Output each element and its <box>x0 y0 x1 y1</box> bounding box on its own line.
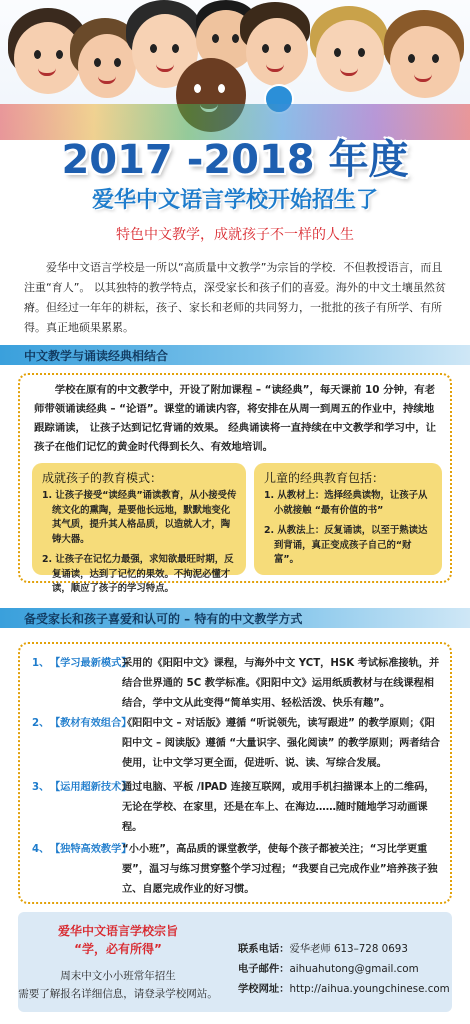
list-item: 1. 让孩子接受“读经典”诵读教育，从小接受传统文化的熏陶，是要他长远地，默默地变化其气质，提升其人格品质，以造就人才，陶铸大器。 <box>42 490 237 545</box>
website-note: 需要了解报名详细信息，请登录学校网站。 <box>18 988 218 1000</box>
page-title: 2017 -2018 年度 <box>61 137 409 183</box>
classics-paragraph: 学校在原有的中文教学中，开设了附加课程 – “读经典”，每天课前 10 分钟，有老师带领诵读经典 – “论语”。课堂的诵读内容，将安排在从周一到周五的作业中，持续地跟踪诵读， 让孩子达到记忆背诵的效果。 经典诵读将一直持续在中文教学和学习中，让孩子在他们记忆的黄金时代得到长久、有效地培训。 <box>34 384 437 453</box>
main-title: 爱华中文语言学校开始招生了 <box>91 188 378 213</box>
list-item: 1. 从教材上：选择经典读物，让孩子从小就接触 “最有价值的书” <box>264 490 428 516</box>
section-band-1 <box>0 345 470 365</box>
hero-illustration <box>0 0 470 140</box>
education-model-title: 成就孩子的教育模式： <box>42 471 163 485</box>
intro-paragraph: 爱华中文语言学校是一所以“高质量中文教学”为宗旨的学校．不但教授语言，而且注重“育人”。 以其独特的教学特点，深受家长和孩子们的喜爱。海外的中文土壤虽然贫瘠。但经过一年年的耕耘，孩子、家长和老师的共同努力，一批批的孩子有所学、有所得。真正地硕果累累。 <box>24 261 446 334</box>
school-motto: “学，必有所得” <box>74 942 162 956</box>
classics-content-title: 儿童的经典教育包括： <box>264 471 385 485</box>
section-heading-2: 备受家长和孩子喜爱和认可的 – 特有的中文教学方式 <box>24 612 303 626</box>
footer-box <box>18 912 452 1012</box>
kid-face <box>246 18 308 86</box>
contact-phone: 联系电话：爱华老师 613–728 0693 <box>238 943 408 955</box>
classics-content-box <box>254 463 442 575</box>
kid-face <box>316 20 384 92</box>
list-item: 2. 让孩子在记忆力最强，求知欲最旺时期，反复诵读，达到了记忆的果效。不拘泥必懂才读，顺应了孩子的学习特点。 <box>42 554 234 594</box>
feature-item: 3、 【运用超新技术】 通过电脑、平板 /IPAD 连接互联网，或用手机扫描课本上的二维码，无论在学校、在家里，还是在车上、在海边……随时随地学习动画课程。 <box>32 782 435 833</box>
school-motto-heading: 爱华中文语言学校宗旨 <box>57 924 178 938</box>
contact-email: 电子邮件：aihuahutong@gmail.com <box>238 963 419 975</box>
section-heading-1: 中文教学与诵读经典相结合 <box>24 349 169 363</box>
contact-website: 学校网址：http://aihua.youngchinese.com <box>238 983 450 995</box>
enrollment-note: 周末中文小小班常年招生 <box>60 970 176 982</box>
feature-item: 2、 【教材有效组合】 《阳阳中文 – 对话版》遵循 “听说领先，读写跟进” 的教学原则；《阳阳中文 – 阅读版》遵循 “大量识字、强化阅读” 的教学原则；两者结合使用，让中文学习更全面，促进听、说、读、写综合发展。 <box>32 718 440 769</box>
education-model-box <box>32 463 246 594</box>
subtitle: 特色中文教学，成就孩子不一样的人生 <box>116 227 354 243</box>
classics-panel <box>18 373 452 594</box>
feature-item: 4、 【独特高效教学】 “小小班”，高品质的课堂教学，使每个孩子都被关注；“习比学更重要”，温习与练习贯穿整个学习过程；“我要自己完成作业”培养孩子独立、自愿完成作业的好习惯。 <box>32 844 438 895</box>
feature-item: 1、 【学习最新模式】 采用的《阳阳中文》课程，与海外中文 YCT，HSK 考试标准接轨，并结合世界通的 5C 教学标准。《阳阳中文》运用纸质教材与在线课程相结合，学中文从此变得“简单实用、轻松活泼、快乐有趣”。 <box>32 658 440 709</box>
list-item: 2. 从教法上：反复诵读，以至于熟读达到背诵，真正变成孩子自己的“财富”。 <box>264 525 428 565</box>
section-band-2 <box>0 608 470 628</box>
kid-face <box>390 26 460 98</box>
